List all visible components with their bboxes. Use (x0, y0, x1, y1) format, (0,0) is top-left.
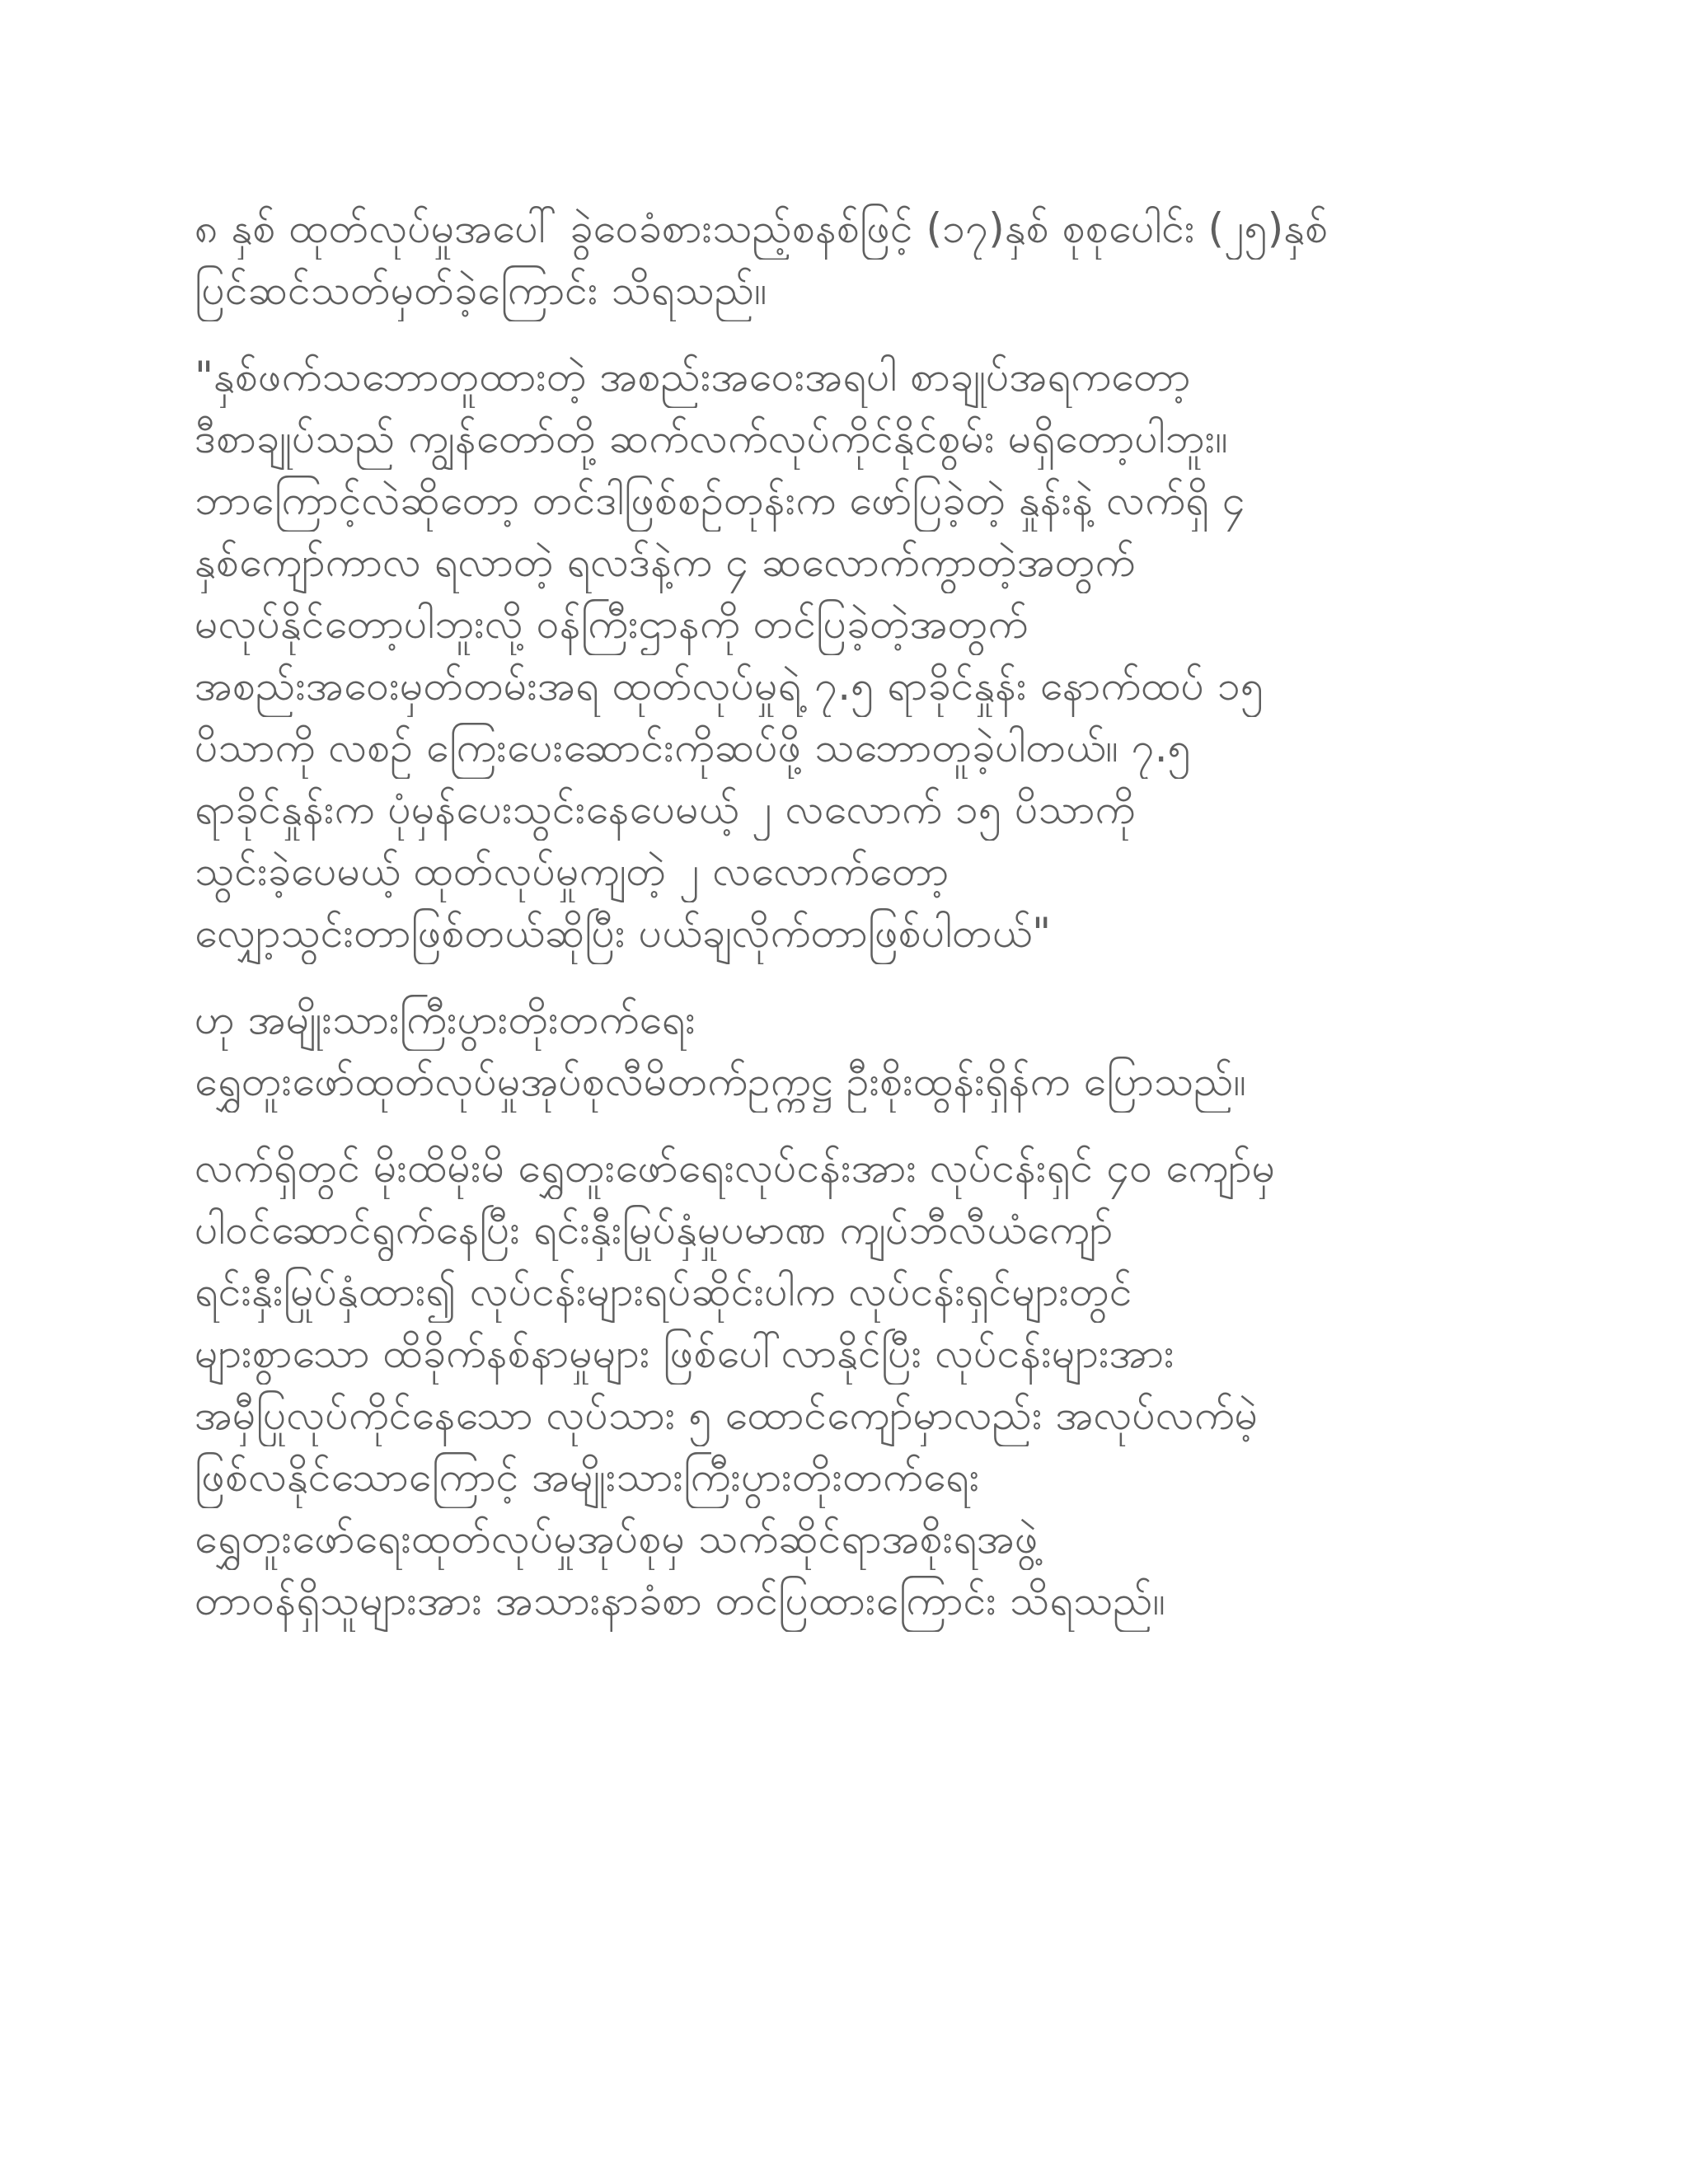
text-line: ရာခိုင်နှုန်းက ပုံမှန်ပေးသွင်းနေပေမယ့် ၂ လလောက် ၁၅ ပိသာကို (195, 785, 1136, 833)
text-line: မလုပ်နိုင်တော့ပါဘူးလို့ ဝန်ကြီးဌာနကို တင်ပြခဲ့တဲ့အတွက် (195, 600, 1029, 648)
text-line: အစည်းအဝေးမှတ်တမ်းအရ ထုတ်လုပ်မှုရဲ့ ၇.၅ ရာခိုင်နှုန်း နောက်ထပ် ၁၅ (195, 662, 1264, 710)
text-line: ဒီစာချုပ်သည် ကျွန်တော်တို့ ဆက်လက်လုပ်ကိုင်နိုင်စွမ်း မရှိတော့ပါဘူး။ (195, 415, 1228, 462)
text-line: အမှီပြုလုပ်ကိုင်နေသော လုပ်သား ၅ ထောင်ကျော်မှာလည်း အလုပ်လက်မဲ့ (195, 1391, 1259, 1439)
text-line: ပါဝင်ဆောင်ရွက်နေပြီး ရင်းနှီးမြုပ်နှံမှုပမာဏ ကျပ်ဘီလီယံကျော် (195, 1206, 1114, 1254)
text-line: တာဝန်ရှိသူများအား အသားနာခံစာ တင်ပြထားကြောင်း သိရသည်။ (195, 1577, 1165, 1624)
text-line: ပြင်ဆင်သတ်မှတ်ခဲ့ကြောင်း သိရသည်။ (195, 266, 767, 314)
paragraph-1 (195, 198, 1480, 321)
paragraph-4 (195, 1137, 1480, 1632)
text-line: ဖြစ်လနိုင်သောကြောင့် အမျိုးသားကြီးပွားတိုးတက်ရေး (195, 1453, 980, 1501)
text-line: နှစ်ကျော်ကာလ ရလာတဲ့ ရလဒ်နဲ့က ၄ ဆလောက်ကွာတဲ့အတွက် (195, 538, 1136, 586)
text-line: ဘာကြောင့်လဲဆိုတော့ တင်ဒါဖြစ်စဉ်တုန်းက ဖော်ပြခဲ့တဲ့ နှုန်းနဲ့ လက်ရှိ ၄ (195, 476, 1245, 524)
paragraph-2-quote (195, 346, 1480, 964)
text-line: လက်ရှိတွင် မိုးထိမိုးမိ ရွှေတူးဖော်ရေးလုပ်ငန်းအား လုပ်ငန်းရှင် ၄၀ ကျော်မှ (195, 1144, 1276, 1192)
text-line: ရင်းနှီးမြုပ်နှံထား၍ လုပ်ငန်းများရပ်ဆိုင်းပါက လုပ်ငန်းရှင်များတွင် (195, 1268, 1132, 1315)
paragraph-3-attribution (195, 989, 1480, 1113)
text-line: "နှစ်ဖက်သဘောတူထားတဲ့ အစည်းအဝေးအရပါ စာချုပ်အရကတော့ (195, 353, 1191, 401)
text-line: ရွှေတူးဖော်ထုတ်လုပ်မှုအုပ်စုလီမိတက်ဥက္ကဋ္ဌ ဦးစိုးထွန်းရှိန်က ပြောသည်။ (195, 1057, 1246, 1105)
text-line: ဟု အမျိုးသားကြီးပွားတိုးတက်ရေး (195, 996, 696, 1043)
text-line: ၈ နှစ် ထုတ်လုပ်မှုအပေါ် ခွဲဝေခံစားသည့်စနစ်ဖြင့် (၁၇)နှစ် စုစုပေါင်း (၂၅)နှစ် (195, 204, 1329, 252)
text-line: သွင်းခဲ့ပေမယ့် ထုတ်လုပ်မှုကျတဲ့ ၂ လလောက်တော့ (195, 847, 950, 895)
text-line: ရွှေတူးဖော်ရေးထုတ်လုပ်မှုအုပ်စုမှ သက်ဆိုင်ရာအစိုးရအဖွဲ့ (195, 1515, 1039, 1563)
text-line: လျှော့သွင်းတာဖြစ်တယ်ဆိုပြီး ပယ်ချလိုက်တာဖြစ်ပါတယ်" (195, 909, 1052, 957)
text-line: များစွာသော ထိခိုက်နစ်နာမှုများ ဖြစ်ပေါ်လာနိုင်ပြီး လုပ်ငန်းများအား (195, 1329, 1175, 1377)
text-line: ပိသာကို လစဉ် ကြေးပေးဆောင်းကိုဆပ်ဖို့ သဘောတူခဲ့ပါတယ်။ ၇.၅ (195, 724, 1191, 771)
article-body (195, 198, 1480, 1657)
